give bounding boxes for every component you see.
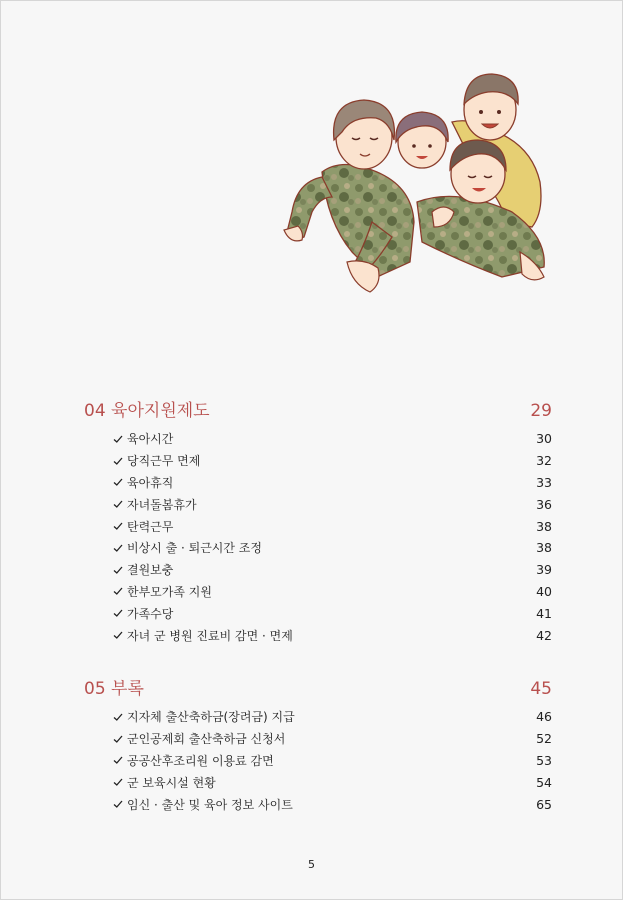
toc-item-page: 36 bbox=[536, 496, 552, 512]
toc-item[interactable] bbox=[112, 537, 552, 559]
toc-item-page: 30 bbox=[536, 431, 552, 447]
toc-item-page: 38 bbox=[536, 540, 552, 556]
toc-item-left bbox=[112, 452, 200, 469]
check-icon bbox=[112, 542, 124, 554]
toc-item[interactable] bbox=[112, 581, 552, 603]
toc-item[interactable] bbox=[112, 602, 552, 624]
toc-item-page: 41 bbox=[536, 605, 552, 621]
toc-item-left bbox=[112, 518, 173, 535]
toc-item-label: 비상시 출 · 퇴근시간 조정 bbox=[127, 541, 262, 556]
check-icon bbox=[112, 564, 124, 576]
section-04 bbox=[84, 398, 552, 646]
check-icon bbox=[112, 733, 124, 745]
toc-item-list bbox=[84, 706, 552, 815]
toc-item-page: 65 bbox=[536, 796, 552, 812]
toc-item[interactable] bbox=[112, 428, 552, 450]
toc-item-list bbox=[84, 428, 552, 646]
toc-item-label: 군 보육시설 현황 bbox=[127, 775, 216, 790]
toc-item-left bbox=[112, 539, 262, 556]
toc-item-label: 자녀돌봄휴가 bbox=[127, 497, 197, 512]
toc-item-label: 군인공제회 출산축하금 신청서 bbox=[127, 732, 286, 747]
toc-item-label: 결원보충 bbox=[127, 563, 174, 578]
toc-item-page: 46 bbox=[536, 709, 552, 725]
toc-item[interactable] bbox=[112, 515, 552, 537]
toc-item[interactable] bbox=[112, 450, 552, 472]
toc-item-left bbox=[112, 627, 293, 644]
toc-item-left bbox=[112, 774, 216, 791]
toc-item-left bbox=[112, 430, 173, 447]
toc-item-left bbox=[112, 583, 212, 600]
check-icon bbox=[112, 455, 124, 467]
check-icon bbox=[112, 498, 124, 510]
toc-item[interactable] bbox=[112, 493, 552, 515]
section-header[interactable] bbox=[84, 398, 552, 424]
check-icon bbox=[112, 754, 124, 766]
section-page: 29 bbox=[530, 401, 552, 421]
toc-item-left bbox=[112, 708, 295, 725]
toc-item-label: 한부모가족 지원 bbox=[127, 584, 212, 599]
toc-item-left bbox=[112, 752, 274, 769]
toc-item-page: 33 bbox=[536, 474, 552, 490]
check-icon bbox=[112, 607, 124, 619]
section-title: 05 부록 bbox=[84, 679, 144, 699]
section-05 bbox=[84, 676, 552, 815]
toc-item[interactable] bbox=[112, 793, 552, 815]
toc-item[interactable] bbox=[112, 771, 552, 793]
toc-item-page: 52 bbox=[536, 731, 552, 747]
section-title: 04 육아지원제도 bbox=[84, 401, 210, 421]
page-number: 5 bbox=[308, 858, 315, 871]
toc-item-label: 공공산후조리원 이용료 감면 bbox=[127, 753, 274, 768]
check-icon bbox=[112, 629, 124, 641]
toc-item-label: 탄력근무 bbox=[127, 519, 174, 534]
family-illustration bbox=[282, 62, 552, 302]
check-icon bbox=[112, 776, 124, 788]
section-page: 45 bbox=[530, 679, 552, 699]
toc-item-page: 40 bbox=[536, 583, 552, 599]
toc-item[interactable] bbox=[112, 750, 552, 772]
check-icon bbox=[112, 476, 124, 488]
toc-item-page: 39 bbox=[536, 562, 552, 578]
toc-item-page: 54 bbox=[536, 774, 552, 790]
toc-item-label: 육아시간 bbox=[127, 432, 174, 447]
check-icon bbox=[112, 711, 124, 723]
toc-item-label: 자녀 군 병원 진료비 감면 · 면제 bbox=[127, 628, 293, 643]
toc-item-label: 가족수당 bbox=[127, 606, 174, 621]
toc-item-page: 42 bbox=[536, 627, 552, 643]
toc-item-page: 53 bbox=[536, 752, 552, 768]
toc-item[interactable] bbox=[112, 472, 552, 494]
toc-item-left bbox=[112, 605, 173, 622]
toc-item-left bbox=[112, 496, 197, 513]
toc-item[interactable] bbox=[112, 624, 552, 646]
toc-item-page: 38 bbox=[536, 518, 552, 534]
check-icon bbox=[112, 798, 124, 810]
toc-item-left bbox=[112, 474, 173, 491]
toc-item[interactable] bbox=[112, 728, 552, 750]
toc-item-left bbox=[112, 796, 293, 813]
toc-item[interactable] bbox=[112, 559, 552, 581]
toc-item-left bbox=[112, 561, 173, 578]
toc-item-left bbox=[112, 730, 285, 747]
check-icon bbox=[112, 585, 124, 597]
toc-item[interactable] bbox=[112, 706, 552, 728]
toc-item-label: 임신 · 출산 및 육아 정보 사이트 bbox=[127, 797, 293, 812]
toc-item-label: 육아휴직 bbox=[127, 475, 174, 490]
toc-item-label: 지자체 출산축하금(장려금) 지급 bbox=[127, 710, 295, 725]
toc-item-label: 당직근무 면제 bbox=[127, 454, 201, 469]
check-icon bbox=[112, 433, 124, 445]
check-icon bbox=[112, 520, 124, 532]
section-header[interactable] bbox=[84, 676, 552, 702]
toc-item-page: 32 bbox=[536, 453, 552, 469]
